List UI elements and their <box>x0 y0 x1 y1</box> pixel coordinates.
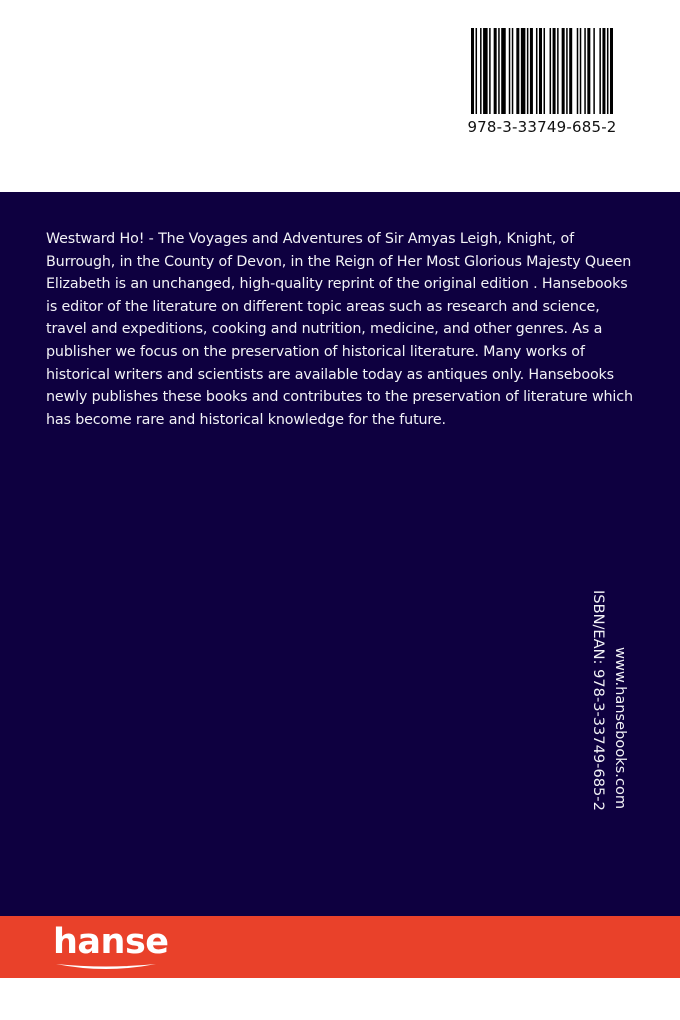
book-description: Westward Ho! - The Voyages and Adventures of Sir Amyas Leigh, Knight, of Burrough, in the County of Devon, in the Reign of Her Most Glorious Majesty Queen Elizabeth is an unchanged, high-quality reprint of the original edition . Hansebooks is editor of the literature on different topic areas such as research and science, travel and expeditions, cooking and nutrition, medicine, and other genres. As a publisher we focus on the preservation of historical literature. Many works of historical writers and scientists are available today as antiques only. Hansebooks newly publishes these books and contributes to the preservation of literature which has become rare and historical knowledge for the future. <box>46 231 633 428</box>
barcode-number: 978-3-33749-685-2 <box>467 118 617 136</box>
barcode-bar <box>471 28 474 114</box>
isbn-ean-label: ISBN/EAN: 978-3-33749-685-2 <box>590 590 607 811</box>
barcode-bar <box>587 28 590 114</box>
barcode-bar <box>516 28 519 114</box>
barcode-bar <box>483 28 488 114</box>
barcode-bar <box>521 28 526 114</box>
barcode-bar <box>553 28 556 114</box>
barcode-bar <box>566 28 568 114</box>
barcode-bar <box>536 28 538 114</box>
barcode-bar <box>494 28 497 114</box>
barcode-bar <box>562 28 565 114</box>
barcode-area <box>0 0 680 192</box>
logo-swoosh-icon <box>54 960 158 972</box>
barcode-bar <box>607 28 609 114</box>
barcode-bar <box>527 28 529 114</box>
barcode-bar <box>602 28 605 114</box>
website-url: www.hansebooks.com <box>612 647 629 810</box>
barcode-bar <box>569 28 572 114</box>
barcode <box>471 28 613 114</box>
barcode-bar <box>476 28 478 114</box>
barcode-bar <box>550 28 552 114</box>
barcode-bar <box>501 28 506 114</box>
barcode-bar <box>480 28 482 114</box>
barcode-bar <box>539 28 542 114</box>
barcode-bar <box>599 28 601 114</box>
barcode-bar <box>610 28 613 114</box>
barcode-bar <box>530 28 533 114</box>
barcode-bar <box>577 28 579 114</box>
vertical-publisher-info <box>588 590 628 816</box>
barcode-bar <box>512 28 514 114</box>
barcode-bar <box>498 28 500 114</box>
barcode-bar <box>593 28 595 114</box>
barcode-bar <box>544 28 546 114</box>
barcode-bar <box>489 28 491 114</box>
barcode-bar <box>580 28 582 114</box>
barcode-bar <box>584 28 586 114</box>
hanse-logo: hanse <box>53 922 169 962</box>
barcode-bar <box>509 28 511 114</box>
barcode-bar <box>557 28 559 114</box>
